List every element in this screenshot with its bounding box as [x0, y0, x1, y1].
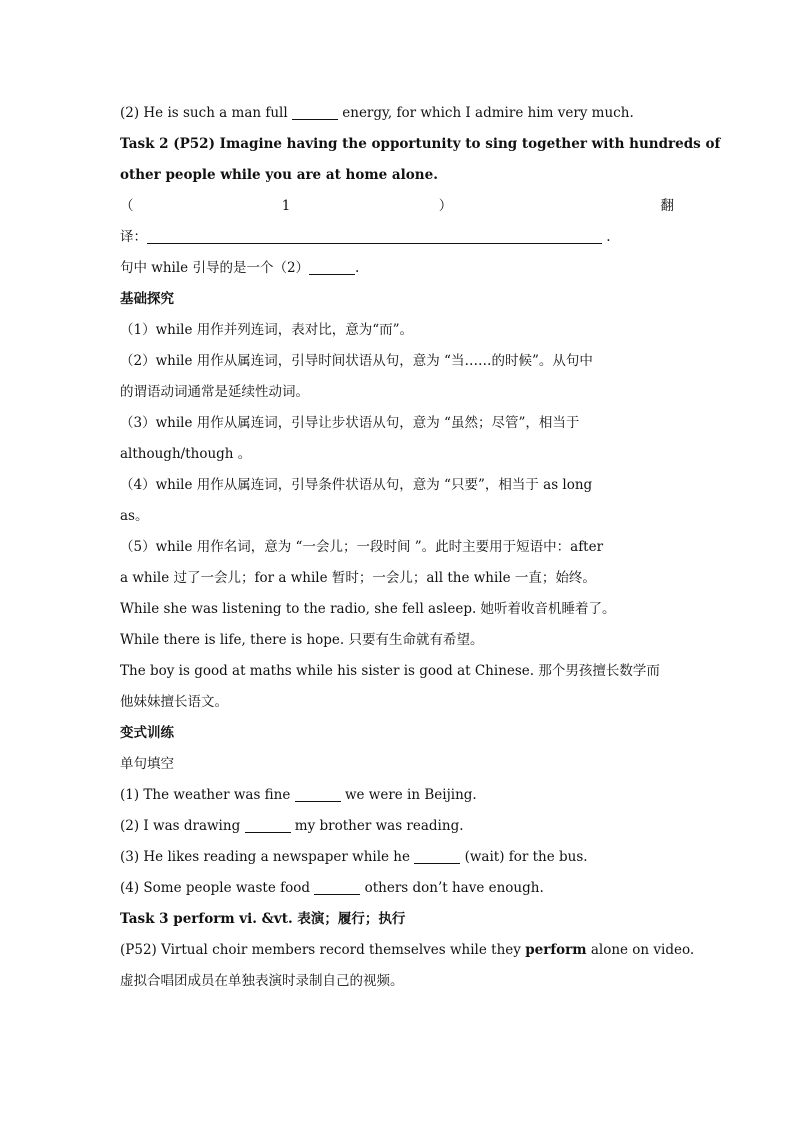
subsection-fill-blank: 单句填空: [120, 756, 174, 772]
text: .: [355, 260, 360, 276]
rule-2: （2）while 用作从属连词，引导时间状语从句，意为 “当……的时候”。从句中: [120, 353, 593, 369]
example-2: While there is life, there is hope. 只要有生命就有希望。: [120, 632, 484, 648]
fill-item-3: [120, 842, 674, 873]
rule-1: （1）while 用作并列连词，表对比，意为“而”。: [120, 322, 414, 338]
fill-item-2: [120, 811, 674, 842]
keyword-perform: perform: [525, 942, 587, 958]
paren-open: （: [120, 198, 134, 214]
text: (1) The weather was fine: [120, 787, 295, 803]
rule-3: （3）while 用作从属连词，引导让步状语从句，意为 “虽然；尽管”，相当于: [120, 415, 580, 431]
example-1: While she was listening to the radio, she fell asleep. 她听着收音机睡着了。: [120, 601, 616, 617]
text: (3) He likes reading a newspaper while he: [120, 849, 415, 865]
text: alone on video.: [586, 942, 695, 958]
answer-blank[interactable]: [292, 103, 338, 120]
answer-blank[interactable]: [245, 816, 291, 833]
section-heading-practice: 变式训练: [120, 725, 174, 741]
fill-item-4: [120, 873, 674, 904]
clause-question: [120, 253, 674, 284]
answer-blank[interactable]: [314, 878, 360, 895]
section-heading-basics: 基础探究: [120, 291, 174, 307]
text: my brother was reading.: [290, 818, 464, 834]
answer-blank[interactable]: [295, 785, 341, 802]
translation-line: [120, 222, 674, 253]
rule-2-cont: 的谓语动词通常是延续性动词。: [120, 384, 309, 400]
rule-4-cont: as。: [120, 508, 149, 524]
text: 译：: [120, 229, 147, 245]
text: (P52) Virtual choir members record themselves while they: [120, 942, 526, 958]
exercise-line-2: [120, 98, 674, 129]
text: 句中 while 引导的是一个（2）: [120, 260, 310, 276]
rule-5: （5）while 用作名词，意为 “一会儿；一段时间 ”。此时主要用于短语中：after: [120, 539, 604, 555]
text: (wait) for the bus.: [460, 849, 588, 865]
translation-prompt: [120, 191, 674, 222]
task3-example-translation: 虚拟合唱团成员在单独表演时录制自己的视频。: [120, 973, 404, 989]
paren-close: ）: [438, 198, 453, 214]
task2-heading: Task 2 (P52) Imagine having the opportunity to sing together with hundreds of: [120, 136, 721, 152]
example-3-cont: 他妹妹擅长语文。: [120, 694, 228, 710]
blank-number: 1: [281, 198, 291, 214]
text: (2) I was drawing: [120, 818, 245, 834]
text: others don’t have enough.: [360, 880, 544, 896]
text: we were in Beijing.: [340, 787, 477, 803]
example-3: The boy is good at maths while his sister is good at Chinese. 那个男孩擅长数学而: [120, 663, 660, 679]
task3-example: [120, 935, 695, 966]
answer-blank[interactable]: [414, 847, 460, 864]
document-page: [120, 98, 721, 997]
answer-blank[interactable]: [309, 258, 355, 275]
task3-heading: Task 3 perform vi. &vt. 表演；履行；执行: [120, 911, 406, 927]
text: energy, for which I admire him very much.: [337, 105, 634, 121]
text: .: [602, 229, 611, 245]
rule-4: （4）while 用作从属连词，引导条件状语从句，意为 “只要”，相当于 as long: [120, 477, 593, 493]
rule-3-cont: although/though 。: [120, 446, 252, 462]
text: (2) He is such a man full: [120, 105, 292, 121]
task2-heading-cont: other people while you are at home alone.: [120, 167, 438, 183]
translate-char: 翻: [660, 198, 674, 214]
text: (4) Some people waste food: [120, 880, 315, 896]
fill-item-1: [120, 780, 674, 811]
translation-blank[interactable]: [147, 227, 602, 244]
rule-5-cont: a while 过了一会儿；for a while 暂时；一会儿；all the while 一直；始终。: [120, 570, 596, 586]
